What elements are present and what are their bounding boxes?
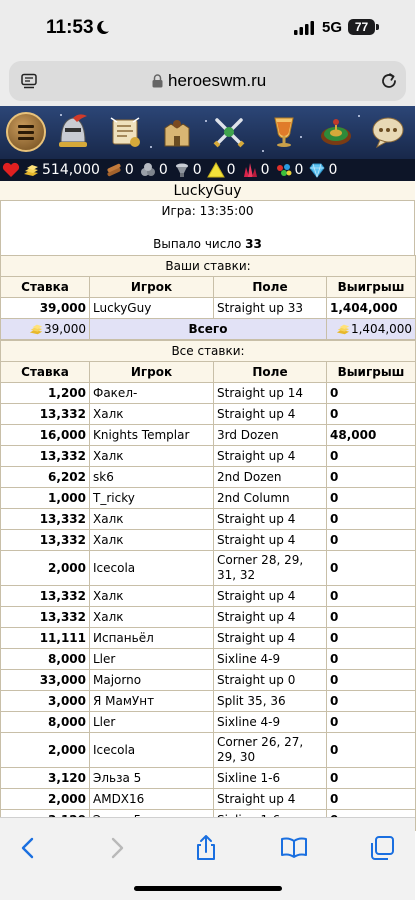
bet-field: Straight up 4 <box>214 628 327 649</box>
bet-win: 0 <box>327 789 416 810</box>
table-row <box>1 383 416 404</box>
bet-field: Sixline 4-9 <box>214 649 327 670</box>
bet-stake: 33,000 <box>1 670 90 691</box>
goblet-icon[interactable] <box>262 110 306 154</box>
gems-resource[interactable] <box>275 159 304 181</box>
all-bets-body <box>1 383 416 831</box>
game-info <box>0 201 415 255</box>
resource-bar <box>0 159 415 181</box>
knight-helmet-icon[interactable] <box>51 110 95 154</box>
bet-stake: 13,332 <box>1 404 90 425</box>
back-icon[interactable] <box>14 834 42 862</box>
crystals-resource[interactable] <box>241 159 270 181</box>
gems-icon <box>275 162 293 178</box>
table-row <box>1 649 416 670</box>
table-row <box>1 789 416 810</box>
bet-stake: 13,332 <box>1 530 90 551</box>
result-line <box>1 233 414 255</box>
game-nav-banner <box>0 106 415 159</box>
home-indicator <box>134 886 282 891</box>
bet-field: Straight up 4 <box>214 509 327 530</box>
bet-field: Corner 28, 29, 31, 32 <box>214 551 327 586</box>
bet-player-link[interactable]: Majorno <box>90 670 214 691</box>
total-stake-cell <box>1 319 90 340</box>
table-row <box>1 712 416 733</box>
bet-player-link[interactable]: Icecola <box>90 733 214 768</box>
bet-field: 3rd Dozen <box>214 425 327 446</box>
your-bets-caption: Ваши ставки: <box>1 256 416 277</box>
diamonds-amount: 0 <box>328 162 338 178</box>
bet-stake: 39,000 <box>1 298 90 319</box>
gold-amount: 514,000 <box>42 162 100 178</box>
bet-win: 48,000 <box>327 425 416 446</box>
table-row <box>1 586 416 607</box>
all-bets-caption: Все ставки: <box>1 341 416 362</box>
bet-win: 0 <box>327 488 416 509</box>
table-row <box>1 446 416 467</box>
bet-field: Straight up 4 <box>214 586 327 607</box>
table-row <box>1 467 416 488</box>
bet-stake: 1,200 <box>1 383 90 404</box>
bet-win: 0 <box>327 383 416 404</box>
roulette-result-page <box>0 181 415 817</box>
your-bet-row <box>1 298 416 319</box>
bet-field: Sixline 1-6 <box>214 768 327 789</box>
total-win-cell <box>327 319 416 340</box>
roulette-icon[interactable] <box>314 110 358 154</box>
all-bets-header-row <box>1 362 416 383</box>
bet-stake: 13,332 <box>1 509 90 530</box>
bet-field: Straight up 4 <box>214 607 327 628</box>
bet-player-link[interactable]: sk6 <box>90 467 214 488</box>
column-header-field: Поле <box>214 277 327 298</box>
diamond-icon <box>308 162 326 178</box>
table-row <box>1 628 416 649</box>
bet-stake: 3,000 <box>1 691 90 712</box>
mercury-icon <box>173 162 191 178</box>
bet-stake: 2,000 <box>1 551 90 586</box>
bet-win: 0 <box>327 768 416 789</box>
bet-win: 0 <box>327 670 416 691</box>
browser-address-area <box>0 54 415 106</box>
ore-amount: 0 <box>158 162 168 178</box>
bet-field: 2nd Dozen <box>214 467 327 488</box>
sulfur-amount: 0 <box>226 162 236 178</box>
bookmarks-icon[interactable] <box>280 834 308 862</box>
bet-win: 0 <box>327 691 416 712</box>
bet-player-link[interactable]: Icecola <box>90 551 214 586</box>
table-row <box>1 670 416 691</box>
bet-field: Straight up 33 <box>214 298 327 319</box>
total-label: Всего <box>90 319 327 340</box>
table-row <box>1 425 416 446</box>
crystal-icon <box>241 162 259 178</box>
wood-icon <box>105 162 123 178</box>
all-bets-table <box>0 340 416 831</box>
bet-field: Straight up 14 <box>214 383 327 404</box>
bet-field: Split 35, 36 <box>214 691 327 712</box>
ore-icon <box>139 162 157 178</box>
bet-player-link[interactable]: Халк <box>90 404 214 425</box>
menu-icon[interactable] <box>6 112 46 152</box>
gold-icon <box>335 322 351 336</box>
bet-stake: 13,332 <box>1 446 90 467</box>
crossed-swords-icon[interactable] <box>207 110 251 154</box>
snow-decoration <box>150 146 152 148</box>
battery-icon: 77 <box>348 19 375 35</box>
table-row <box>1 488 416 509</box>
bet-field: Straight up 4 <box>214 530 327 551</box>
bet-player-link[interactable]: Факел- <box>90 383 214 404</box>
gold-icon <box>28 322 44 336</box>
network-type: 5G <box>322 19 343 36</box>
bet-stake: 2,000 <box>1 789 90 810</box>
bet-player-link[interactable]: Я МамУнт <box>90 691 214 712</box>
game-time: Игра: 13:35:00 <box>161 204 254 218</box>
bet-stake: 13,332 <box>1 607 90 628</box>
bet-win: 0 <box>327 649 416 670</box>
bet-win: 0 <box>327 586 416 607</box>
castle-icon[interactable] <box>155 110 199 154</box>
bet-stake: 11,111 <box>1 628 90 649</box>
table-row <box>1 733 416 768</box>
forward-icon[interactable] <box>103 834 131 862</box>
bet-win: 0 <box>327 551 416 586</box>
wood-resource[interactable] <box>105 159 134 181</box>
bet-player-link[interactable]: Халк <box>90 446 214 467</box>
bet-player-link[interactable]: Халк <box>90 530 214 551</box>
snow-decoration <box>358 115 360 117</box>
column-header-field: Поле <box>214 362 327 383</box>
bet-stake: 1,000 <box>1 488 90 509</box>
heart-icon <box>2 162 20 178</box>
bet-win: 0 <box>327 712 416 733</box>
bet-win: 0 <box>327 446 416 467</box>
chat-bubble-icon[interactable] <box>366 110 410 154</box>
bet-field: Straight up 4 <box>214 404 327 425</box>
ore-resource[interactable] <box>139 159 168 181</box>
table-row <box>1 691 416 712</box>
bet-player-link[interactable]: Ller <box>90 712 214 733</box>
table-row <box>1 768 416 789</box>
bet-win: 1,404,000 <box>327 298 416 319</box>
bet-stake: 16,000 <box>1 425 90 446</box>
gold-icon <box>22 162 40 178</box>
total-stake: 39,000 <box>44 322 86 336</box>
bet-player-link[interactable]: Халк <box>90 509 214 530</box>
bet-win: 0 <box>327 404 416 425</box>
bet-stake: 13,332 <box>1 586 90 607</box>
lock-icon <box>152 74 163 88</box>
page-menu-icon[interactable] <box>21 73 37 89</box>
bet-player-link[interactable]: Knights Templar <box>90 425 214 446</box>
column-header-player: Игрок <box>90 277 214 298</box>
total-win: 1,404,000 <box>350 322 413 336</box>
bet-field: Corner 26, 27, 29, 30 <box>214 733 327 768</box>
column-header-stake: Ставка <box>1 362 90 383</box>
address-bar[interactable] <box>9 61 406 101</box>
bet-player-link[interactable]: T_ricky <box>90 488 214 509</box>
signal-icon <box>294 21 314 35</box>
url-text[interactable]: heroeswm.ru <box>168 71 267 90</box>
gems-amount: 0 <box>294 162 304 178</box>
result-number: 33 <box>245 237 262 251</box>
bet-win: 0 <box>327 530 416 551</box>
bet-player-link[interactable]: AMDX16 <box>90 789 214 810</box>
wood-amount: 0 <box>124 162 134 178</box>
column-header-player: Игрок <box>90 362 214 383</box>
reload-icon[interactable] <box>379 71 399 91</box>
scroll-map-icon[interactable] <box>103 110 147 154</box>
player-name-header[interactable]: LuckyGuy <box>0 181 415 201</box>
your-bets-header-row <box>1 277 416 298</box>
bet-stake: 8,000 <box>1 649 90 670</box>
bet-win: 0 <box>327 733 416 768</box>
bet-field: Straight up 4 <box>214 446 327 467</box>
health-resource <box>2 159 22 181</box>
bet-field: Straight up 4 <box>214 789 327 810</box>
table-row <box>1 530 416 551</box>
column-header-win: Выигрыш <box>327 277 416 298</box>
tabs-icon[interactable] <box>368 834 396 862</box>
table-row <box>1 607 416 628</box>
total-row <box>1 319 416 340</box>
bet-player-link[interactable]: LuckyGuy <box>90 298 214 319</box>
diamonds-resource[interactable] <box>308 159 337 181</box>
bet-player-link[interactable]: Ller <box>90 649 214 670</box>
bet-field: 2nd Column <box>214 488 327 509</box>
status-bar <box>0 0 415 54</box>
column-header-stake: Ставка <box>1 277 90 298</box>
bet-player-link[interactable]: Испаньёл <box>90 628 214 649</box>
status-time: 11:53 <box>46 17 94 38</box>
share-icon[interactable] <box>192 834 220 862</box>
crystals-amount: 0 <box>260 162 270 178</box>
gold-resource[interactable] <box>22 159 100 181</box>
table-row <box>1 404 416 425</box>
mercury-amount: 0 <box>192 162 202 178</box>
table-row <box>1 551 416 586</box>
column-header-win: Выигрыш <box>327 362 416 383</box>
bet-win: 0 <box>327 509 416 530</box>
bet-field: Straight up 0 <box>214 670 327 691</box>
bet-stake: 2,000 <box>1 733 90 768</box>
moon-icon <box>95 20 110 35</box>
sulfur-resource[interactable] <box>207 159 236 181</box>
table-row <box>1 509 416 530</box>
bet-player-link[interactable]: Халк <box>90 607 214 628</box>
your-bets-table <box>0 255 416 340</box>
sulfur-icon <box>207 162 225 178</box>
bet-win: 0 <box>327 607 416 628</box>
result-label: Выпало число <box>153 237 242 251</box>
bet-player-link[interactable]: Халк <box>90 586 214 607</box>
bet-stake: 6,202 <box>1 467 90 488</box>
bet-win: 0 <box>327 467 416 488</box>
mercury-resource[interactable] <box>173 159 202 181</box>
bet-player-link[interactable]: Эльза 5 <box>90 768 214 789</box>
bet-stake: 3,120 <box>1 768 90 789</box>
bet-stake: 8,000 <box>1 712 90 733</box>
bet-win: 0 <box>327 628 416 649</box>
battery-nub <box>376 24 379 30</box>
bet-field: Sixline 4-9 <box>214 712 327 733</box>
